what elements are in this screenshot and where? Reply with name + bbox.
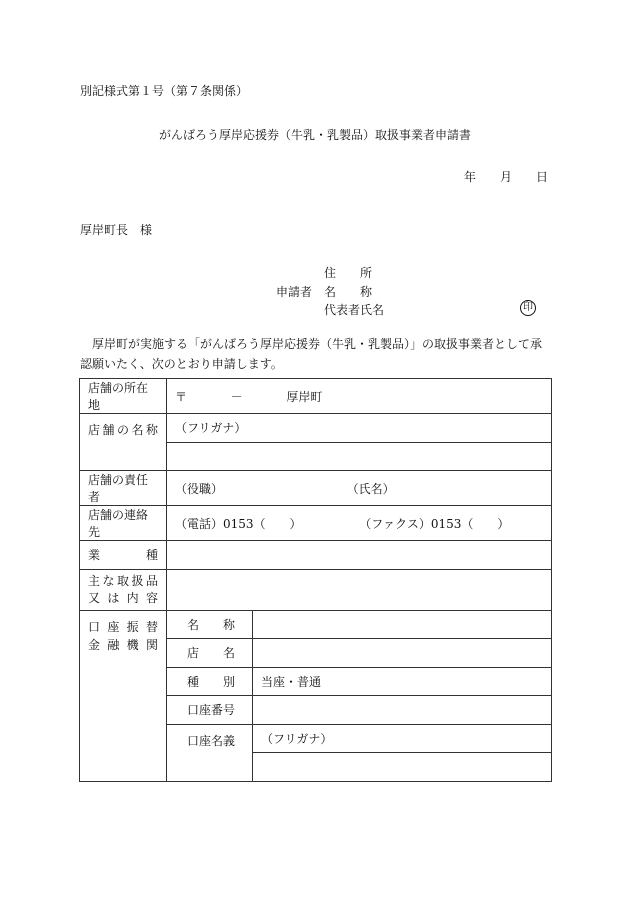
contact-field[interactable] (167, 506, 552, 541)
table-row (80, 414, 552, 443)
table-row (80, 379, 552, 414)
account-type-label: 種 別 (167, 667, 253, 696)
contact-label: 店舗の連絡先 (80, 506, 167, 541)
industry-label: 業 種 (80, 541, 167, 570)
holder-furigana-label: （フリガナ） (261, 731, 333, 746)
date-day: 日 (536, 170, 549, 184)
table-row (80, 610, 552, 639)
account-type-value: 当座・普通 (261, 674, 322, 689)
bank-name-field[interactable] (253, 610, 552, 639)
account-type-field[interactable] (253, 667, 552, 696)
location-label: 店舗の所在地 (80, 379, 167, 414)
applicant-label: 申請者 (276, 285, 313, 299)
products-label-line-2: 又は内容 (88, 590, 158, 605)
fax-label: （ファクス）0153（ ） (359, 516, 510, 531)
postal-dash: － (230, 389, 243, 404)
bank-label-line-2: 金融機関 (88, 637, 158, 652)
table-row (80, 471, 552, 506)
date-year: 年 (464, 170, 477, 184)
store-furigana-field[interactable] (167, 414, 552, 443)
account-holder-field[interactable] (253, 753, 552, 782)
table-row (80, 506, 552, 541)
manager-field[interactable] (167, 471, 552, 506)
products-label (80, 569, 167, 610)
branch-field[interactable] (253, 639, 552, 668)
person-name-label: （氏名） (346, 481, 395, 496)
application-table (79, 378, 552, 782)
addressee: 厚岸町長 様 (80, 223, 153, 237)
bank-name-label: 名 称 (167, 610, 253, 639)
seal-mark: 印 (520, 300, 536, 316)
account-number-field[interactable] (253, 696, 552, 725)
town-name: 厚岸町 (286, 389, 323, 404)
store-name-label: 店舗の名称 (80, 414, 167, 471)
products-field[interactable] (167, 569, 552, 610)
manager-label: 店舗の責任者 (80, 471, 167, 506)
bank-label-line-1: 口座振替 (88, 619, 158, 634)
location-field[interactable] (167, 379, 552, 414)
table-row (80, 541, 552, 570)
date-month: 月 (500, 170, 513, 184)
products-label-line-1: 主な取扱品 (88, 573, 158, 588)
representative-label: 代表者氏名 (324, 303, 385, 317)
table-row (80, 569, 552, 610)
branch-label: 店 名 (167, 639, 253, 668)
store-name-field[interactable] (167, 442, 552, 471)
position-label: （役職） (175, 481, 224, 496)
account-number-label: 口座番号 (167, 696, 253, 725)
bank-label (80, 610, 167, 781)
application-text (80, 334, 552, 374)
postal-mark: 〒 (175, 389, 188, 404)
application-text-content: 厚岸町が実施する「がんばろう厚岸応援券（牛乳・乳製品）」の取扱事業者として承認願いたく、次のとおり申請します。 (80, 337, 543, 371)
holder-furigana-field[interactable] (253, 724, 552, 753)
industry-field[interactable] (167, 541, 552, 570)
account-holder-label: 口座名義 (167, 724, 253, 781)
document-title: がんばろう厚岸応援券（牛乳・乳製品）取扱事業者申請書 (158, 128, 471, 142)
address-label: 住 所 (324, 266, 373, 280)
store-furigana-label: （フリガナ） (175, 421, 247, 436)
phone-label: （電話）0153（ ） (175, 516, 302, 531)
form-number: 別記様式第１号（第７条関係） (80, 84, 249, 98)
name-label: 名 称 (324, 285, 373, 299)
